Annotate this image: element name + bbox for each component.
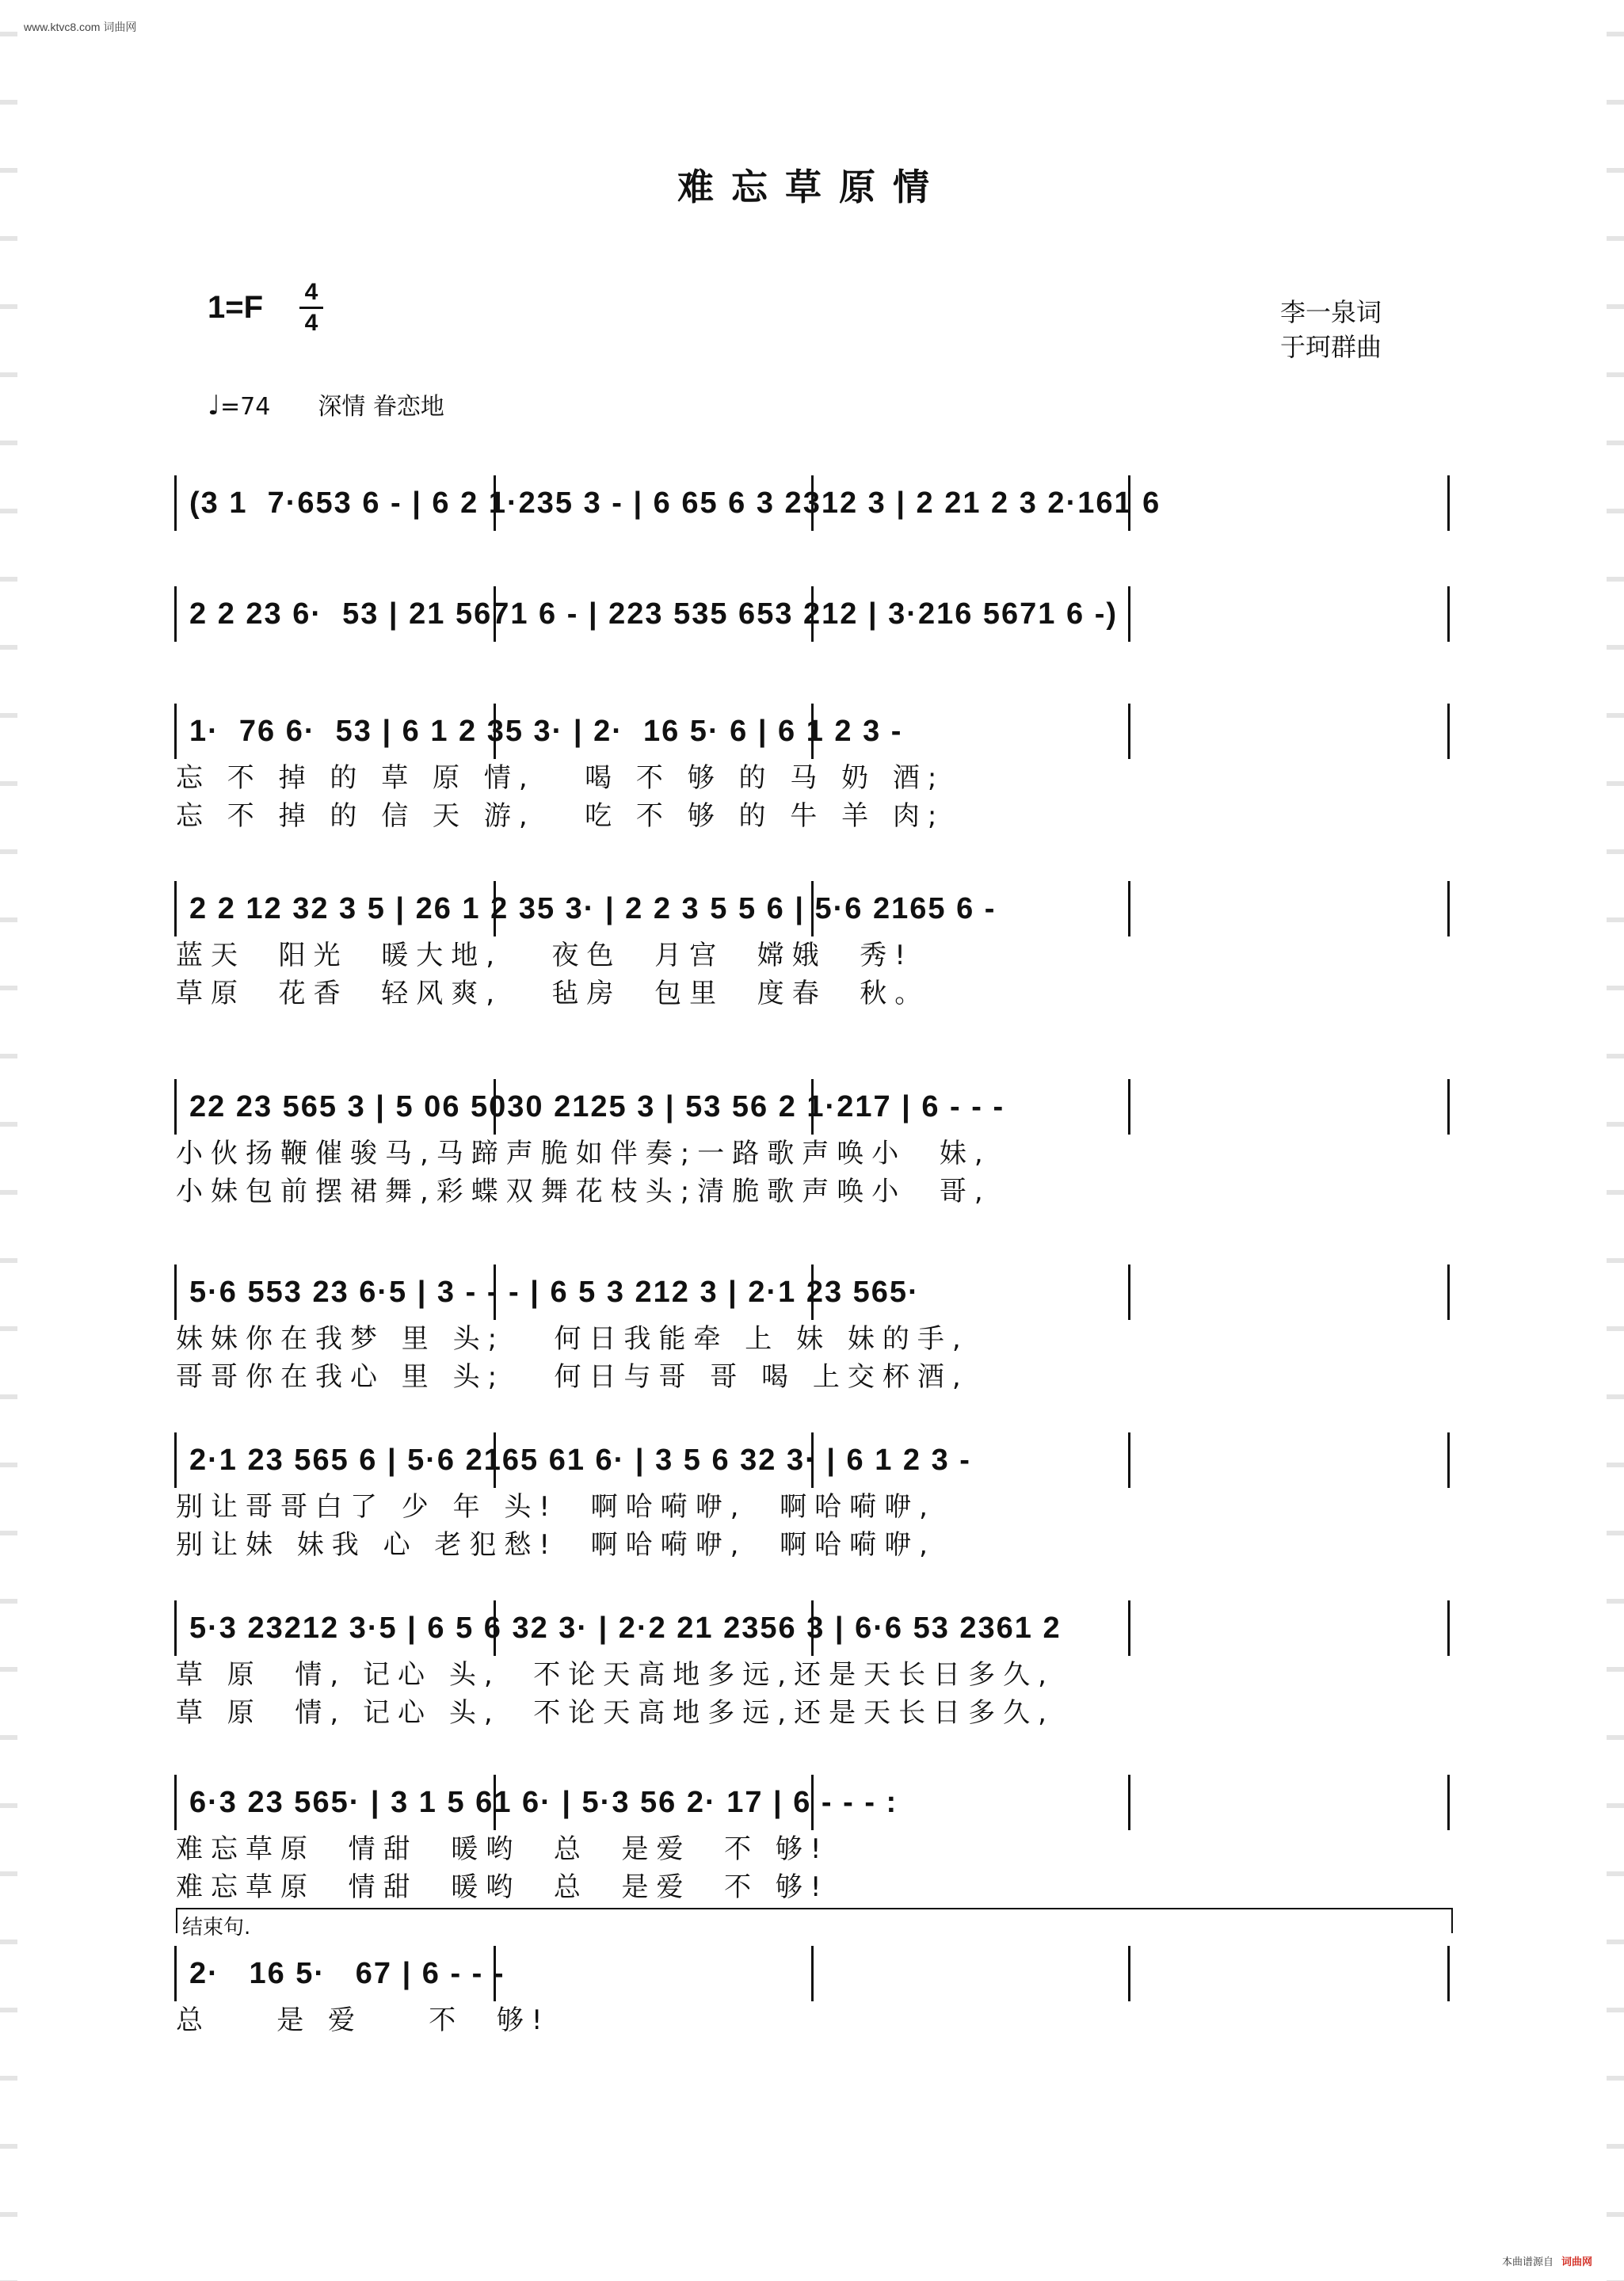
- lyric-verse-1: 小伙扬鞭催骏马,马蹄声脆如伴奏;一路歌声唤小 妹,: [176, 1138, 991, 1169]
- score-system: [174, 1432, 1450, 1564]
- lyric-verse-1: 总 是 爱 不 够!: [176, 2004, 551, 2036]
- lyric-verse-2: 难忘草原 情甜 暖哟 总 是爱 不 够!: [176, 1871, 829, 1903]
- left-watermark-strip: [0, 0, 17, 2281]
- time-signature-bottom: 4: [304, 310, 318, 336]
- notation-line: 2 2 12 32 3 5 | 26 1 2 35 3· | 2 2 3 5 5 6 | 5·6 2165 6 -: [174, 881, 1450, 936]
- song-title: 难忘草原情: [677, 166, 947, 208]
- time-signature-top: 4: [304, 279, 318, 305]
- score-system: [174, 1600, 1450, 1732]
- score-system: [174, 1079, 1450, 1211]
- score-system: [174, 1775, 1450, 1906]
- notation-line: 22 23 565 3 | 5 06 5030 2125 3 | 53 56 2 1·217 | 6 - - -: [174, 1079, 1450, 1135]
- time-signature-line: [299, 307, 323, 309]
- notation-line: 2·1 23 565 6 | 5·6 2165 61 6· | 3 5 6 32 3· | 6 1 2 3 -: [174, 1432, 1450, 1488]
- lyricist: 李一泉词: [1280, 297, 1382, 327]
- lyric-verse-1: 别让哥哥白了 少 年 头! 啊哈嗬咿, 啊哈嗬咿,: [176, 1491, 936, 1523]
- notation-line: 2· 16 5· 67 | 6 - - -: [174, 1946, 1450, 2001]
- score-system: [174, 881, 1450, 1013]
- lyric-verse-2: 哥哥你在我心 里 头; 何日与哥 哥 喝 上交杯酒,: [176, 1361, 969, 1393]
- score-system: [174, 704, 1450, 835]
- lyric-verse-2: 草原 花香 轻风爽, 毡房 包里 度春 秋。: [176, 978, 930, 1009]
- score-system: [174, 475, 1450, 531]
- lyric-verse-1: 妹妹你在我梦 里 头; 何日我能牵 上 妹 妹的手,: [176, 1323, 969, 1355]
- ending-bracket: [176, 1908, 1453, 1933]
- quarter-note-icon: ♩: [208, 390, 221, 421]
- score-system: [174, 586, 1450, 642]
- lyric-verse-2: 别让妹 妹我 心 老犯愁! 啊哈嗬咿, 啊哈嗬咿,: [176, 1529, 936, 1561]
- notation-line: (3 1 7·653 6 - | 6 2 1·235 3 - | 6 65 6 3 2312 3 | 2 21 2 3 2·161 6: [174, 475, 1450, 531]
- composer: 于珂群曲: [1280, 332, 1382, 362]
- score-system: [174, 1264, 1450, 1396]
- notation-line: 6·3 23 565· | 3 1 5 61 6· | 5·3 56 2· 17 | 6 - - - :: [174, 1775, 1450, 1830]
- notation-line: 5·3 23212 3·5 | 6 5 6 32 3· | 2·2 21 2356 3 | 6·6 53 2361 2: [174, 1600, 1450, 1656]
- lyric-verse-1: 草 原 情, 记心 头, 不论天高地多远,还是天长日多久,: [176, 1659, 1054, 1691]
- notation-line: 5·6 553 23 6·5 | 3 - - - | 6 5 3 212 3 | 2·1 23 565·: [174, 1264, 1450, 1320]
- notation-line: 2 2 23 6· 53 | 21 5671 6 - | 223 535 653 212 | 3·216 5671 6 -): [174, 586, 1450, 642]
- key-signature: 1=F: [208, 290, 264, 325]
- footer-watermark: [1502, 2253, 1592, 2268]
- credits: [1280, 295, 1382, 364]
- site-watermark: www.ktvc8.com 词曲网: [24, 21, 137, 33]
- footer-text: 本曲谱源自: [1501, 2256, 1553, 2268]
- footer-brand: 词曲网: [1561, 2256, 1592, 2268]
- score-system: [174, 1946, 1450, 2039]
- lyric-verse-1: 蓝天 阳光 暖大地, 夜色 月宫 嫦娥 秀!: [176, 940, 913, 971]
- notation-line: 1· 76 6· 53 | 6 1 2 35 3· | 2· 16 5· 6 | 6 1 2 3 -: [174, 704, 1450, 759]
- tempo-marking: [208, 387, 444, 421]
- tempo-value: =74: [220, 393, 271, 421]
- lyric-verse-1: 难忘草原 情甜 暖哟 总 是爱 不 够!: [176, 1833, 829, 1865]
- expression-mark: 深情 眷恋地: [318, 393, 444, 421]
- lyric-verse-2: 忘 不 掉 的 信 天 游, 吃 不 够 的 牛 羊 肉;: [176, 800, 945, 832]
- time-signature: [299, 279, 323, 337]
- right-watermark-strip: [1607, 0, 1624, 2281]
- ending-label: 结束句.: [182, 1916, 251, 1940]
- lyric-verse-1: 忘 不 掉 的 草 原 情, 喝 不 够 的 马 奶 酒;: [176, 762, 945, 794]
- lyric-verse-2: 草 原 情, 记心 头, 不论天高地多远,还是天长日多久,: [176, 1697, 1054, 1729]
- lyric-verse-2: 小妹包前摆裙舞,彩蝶双舞花枝头;清脆歌声唤小 哥,: [176, 1176, 991, 1207]
